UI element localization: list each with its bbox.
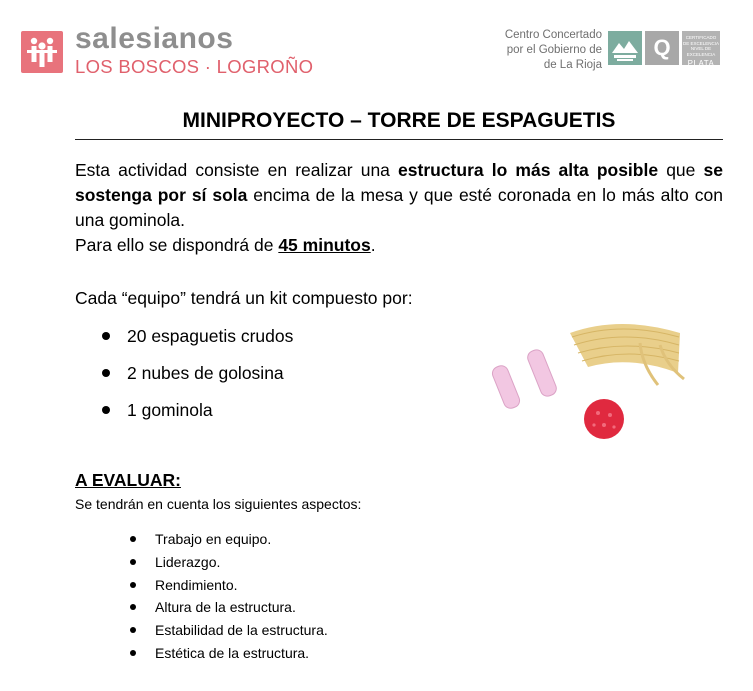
concerted-center-text xyxy=(472,28,602,73)
evaluation-item-label: Rendimiento. xyxy=(155,576,238,593)
title-divider xyxy=(75,139,723,140)
list-item xyxy=(75,529,328,552)
evaluation-item-label: Estética de la estructura. xyxy=(155,644,310,661)
evaluation-intro: Se tendrán en cuenta los siguientes aspectos: xyxy=(75,496,362,512)
cert-line: DE EXCELENCIA xyxy=(682,40,719,46)
la-rioja-emblem-icon xyxy=(608,31,642,65)
excellence-certificate-badge xyxy=(682,31,720,65)
intro-text-run: que xyxy=(658,160,704,180)
intro-text-run: Para ello se dispondrá de xyxy=(75,235,279,255)
quality-q-badge: Q xyxy=(645,31,679,65)
brand-name: salesianos xyxy=(75,22,234,55)
time-limit: 45 minutos xyxy=(278,235,371,255)
cert-line: CERTIFICADO xyxy=(685,35,717,40)
list-item xyxy=(75,620,328,643)
kit-intro: Cada “equipo” tendrá un kit compuesto por: xyxy=(75,288,413,308)
evaluation-item-label: Trabajo en equipo. xyxy=(155,531,272,547)
intro-text-run: . xyxy=(370,235,376,255)
list-item xyxy=(75,575,328,598)
list-item xyxy=(75,397,293,434)
kit-illustration xyxy=(490,315,690,445)
bullet-icon xyxy=(102,332,110,340)
evaluation-heading: A EVALUAR: xyxy=(75,470,181,490)
bullet-icon xyxy=(130,627,136,633)
cert-level: PLATA xyxy=(687,59,715,65)
kit-item-label: 20 espaguetis crudos xyxy=(127,326,294,346)
list-item xyxy=(75,552,328,575)
bullet-icon xyxy=(102,406,110,414)
list-item xyxy=(75,643,328,666)
list-item xyxy=(75,360,293,397)
evaluation-item-label: Estabilidad de la estructura. xyxy=(155,622,328,639)
list-item xyxy=(75,323,293,360)
center-line: Centro Concertado xyxy=(504,29,602,41)
intro-text-run: encima de la mesa y que esté coronada en lo más alto con una gominola. xyxy=(75,185,724,230)
salesianos-logo-icon xyxy=(21,31,63,73)
marshmallow-icon xyxy=(490,348,558,411)
intro-text xyxy=(75,158,723,258)
intro-emphasis: se sostenga por sí sola xyxy=(75,160,723,205)
kit-list xyxy=(75,323,293,434)
intro-emphasis: estructura lo más alta posible xyxy=(398,160,659,180)
bullet-icon xyxy=(130,559,136,565)
evaluation-item-label: Liderazgo. xyxy=(155,553,221,570)
bullet-icon xyxy=(130,650,136,656)
page-title: MINIPROYECTO – TORRE DE ESPAGUETIS xyxy=(182,109,616,132)
bullet-icon xyxy=(130,582,136,588)
evaluation-list xyxy=(75,529,328,666)
cert-line: NIVEL DE EXCELENCIA xyxy=(686,46,716,57)
bullet-icon xyxy=(130,536,136,542)
center-line: por el Gobierno de xyxy=(506,44,602,56)
spaghetti-icon xyxy=(570,324,684,385)
kit-item-label: 1 gominola xyxy=(127,400,213,420)
list-item xyxy=(75,597,328,620)
bullet-icon xyxy=(102,369,110,377)
evaluation-item-label: Altura de la estructura. xyxy=(155,599,296,616)
brand-subtitle: LOS BOSCOS · LOGROÑO xyxy=(75,56,314,77)
bullet-icon xyxy=(130,604,136,610)
kit-item-label: 2 nubes de golosina xyxy=(127,363,284,383)
gumdrop-icon xyxy=(584,399,624,439)
center-line: de La Rioja xyxy=(543,59,602,71)
intro-text-run: Esta actividad consiste en realizar una xyxy=(75,160,399,180)
